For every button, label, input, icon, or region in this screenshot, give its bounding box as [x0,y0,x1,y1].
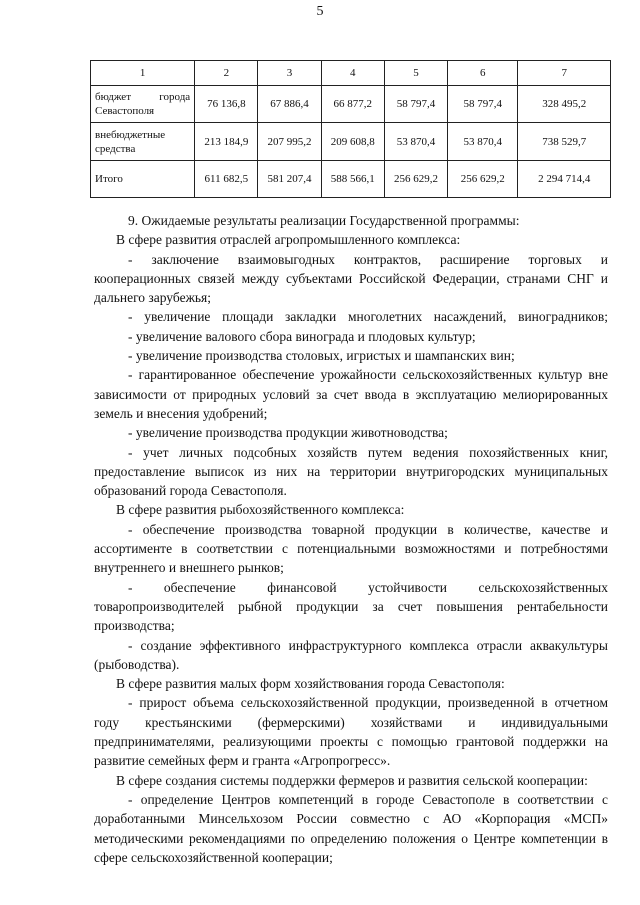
table-cell: 256 629,2 [448,161,518,198]
table-cell: 58 797,4 [384,86,447,123]
table-row [91,86,611,123]
table-header-row [91,61,611,86]
subsection-heading: В сфере развития малых форм хозяйствования города Севастополя: [116,676,505,692]
table-header-cell: 1 [91,61,195,86]
row-label: Итого [91,161,195,198]
subsection-heading: В сфере создания системы поддержки фермеров и развития сельской кооперации: [116,772,588,788]
table-cell: 67 886,4 [258,86,321,123]
list-item: - заключение взаимовыгодных контрактов, расширение торговых и кооперационных связей между субъектами Российской Федерации, странами СНГ и дальнего зарубежья; [94,251,608,306]
table-header-cell: 7 [518,61,611,86]
table-cell: 611 682,5 [195,161,258,198]
subsection-heading: В сфере развития рыбохозяйственного комплекса: [116,502,405,518]
table-cell: 213 184,9 [195,123,258,161]
table-cell: 207 995,2 [258,123,321,161]
table-cell: 53 870,4 [384,123,447,161]
table-cell: 2 294 714,4 [518,161,611,198]
table-header-cell: 3 [258,61,321,86]
table-cell: 581 207,4 [258,161,321,198]
row-label: бюджет города Севастополя [91,86,195,123]
list-item: - увеличение валового сбора винограда и плодовых культур; [128,328,476,344]
table-cell: 588 566,1 [321,161,384,198]
list-item: - увеличение площади закладки многолетних насаждений, виноградников; [128,309,608,325]
funding-table [90,60,611,198]
table-header-cell: 6 [448,61,518,86]
table-cell: 76 136,8 [195,86,258,123]
table-cell: 256 629,2 [384,161,447,198]
list-item: - учет личных подсобных хозяйств путем ведения похозяйственных книг, предоставление выписок из них на территории внутригородских муниципальных образований города Севастополя. [94,444,608,499]
table-cell: 58 797,4 [448,86,518,123]
table-row [91,123,611,161]
table-row [91,161,611,198]
table-header-cell: 2 [195,61,258,86]
table-cell: 66 877,2 [321,86,384,123]
list-item: - обеспечение финансовой устойчивости сельскохозяйственных товаропроизводителей рыбной продукции за счет повышения рентабельности производства; [94,579,608,634]
body-text [94,211,608,867]
subsection-heading: В сфере развития отраслей агропромышленного комплекса: [116,232,461,248]
row-label: внебюджетные средства [91,123,195,161]
page-number: 5 [316,4,324,19]
section-heading: 9. Ожидаемые результаты реализации Государственной программы: [128,213,520,228]
table-cell: 209 608,8 [321,123,384,161]
list-item: - определение Центров компетенций в городе Севастополе в соответствии с доработанными Минсельхозом России совместно с АО «Корпорация «МСП» методическими рекомендациями по определению положения о Центре компетенции в сфере сельскохозяйственной кооперации; [94,791,608,865]
list-item: - гарантированное обеспечение урожайности сельскохозяйственных культур вне зависимости от природных условий за счет ввода в эксплуатацию мелиорированных земель и внесения удобрений; [94,367,608,421]
table-header-cell: 5 [384,61,447,86]
list-item: - увеличение производства столовых, игристых и шампанских вин; [128,348,515,364]
list-item: - увеличение производства продукции животноводства; [128,425,448,441]
list-item: - прирост объема сельскохозяйственной продукции, произведенной в отчетном году крестьянскими (фермерскими) хозяйствами и индивидуальными предпринимателями, реализующими проекты с помощью грантовой поддержки на развитие семейных ферм и гранта «Агропрогресс». [94,695,608,769]
table-cell: 328 495,2 [518,86,611,123]
list-item: - создание эффективного инфраструктурного комплекса отрасли аквакультуры (рыбоводства). [94,637,608,672]
table-header-cell: 4 [321,61,384,86]
table-cell: 738 529,7 [518,123,611,161]
table-cell: 53 870,4 [448,123,518,161]
list-item: - обеспечение производства товарной продукции в количестве, качестве и ассортименте в соответствии с потенциальными возможностями и потребностями внутреннего и внешнего рынков; [94,521,608,576]
